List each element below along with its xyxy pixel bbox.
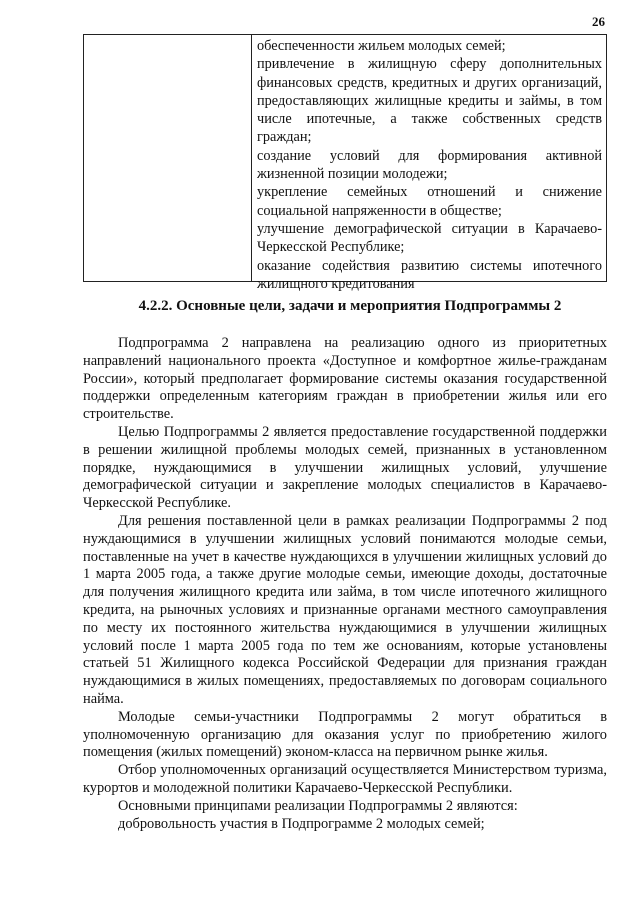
body-paragraph: Молодые семьи-участники Подпрограммы 2 могут обратиться в уполномоченную организацию для оказания услуг по приобретению жилого помещения (жилых помещений) эконом-класса на первичном рынке жилья.: [83, 708, 607, 761]
page-number: 26: [592, 14, 605, 29]
table-item: создание условий для формирования активной жизненной позиции молодежи;: [257, 147, 602, 183]
table-item: обеспеченности жильем молодых семей;: [257, 38, 506, 54]
body-paragraph: Подпрограмма 2 направлена на реализацию одного из приоритетных направлений национального проекта «Доступное и комфортное жилье-гражданам России», который предполагает формирование системы оказания государственной поддержки определенным категориям граждан в приобретении жилья или его строительстве.: [83, 335, 607, 423]
continuation-table: [83, 34, 607, 292]
table-item: улучшение демографической ситуации в Карачаево-Черкесской Республике;: [257, 220, 602, 256]
table-item: укрепление семейных отношений и снижение социальной напряженности в обществе;: [257, 184, 602, 219]
body-paragraph: Отбор уполномоченных организаций осуществляется Министерством туризма, курортов и молодежной политики Карачаево-Черкесской Республики.: [83, 762, 607, 796]
table-item: оказание содействия развитию системы ипотечного жилищного кредитования: [257, 257, 602, 292]
section-body: [83, 335, 607, 833]
table-item: привлечение в жилищную сферу дополнительных финансовых средств, кредитных и других организаций, предоставляющих жилищные кредиты и займы, в том числе ипотечные, а также собственных средств граждан;: [257, 56, 602, 146]
table-right-cell: [257, 37, 602, 293]
table-column-divider: [251, 35, 252, 281]
section-heading: 4.2.2. Основные цели, задачи и мероприятия Подпрограммы 2: [138, 298, 562, 314]
body-paragraph: Для решения поставленной цели в рамках реализации Подпрограммы 2 под нуждающимися в улучшении жилищных условий понимаются молодые семьи, поставленные на учет в качестве нуждающихся в улучшении жилищных условий до 1 марта 2005 года, а также другие молодые семьи, имеющие доходы, достаточные для получения жилищного кредита или займа, в том числе ипотечного жилищного кредита, на рыночных условиях и признанные органами местного самоуправления по месту их постоянного жительства нуждающимися в улучшении жилищных условий после 1 марта 2005 года по тем же основаниям, которые установлены статьей 51 Жилищного кодекса Российской Федерации для признания граждан нуждающимися в жилых помещениях, предоставляемых по договорам социального найма.: [83, 512, 607, 707]
body-paragraph: Целью Подпрограммы 2 является предоставление государственной поддержки в решении жилищной проблемы молодых семей, признанных в установленном порядке, нуждающимися в улучшении жилищных условий, улучшение демографической ситуации и закрепление молодых специалистов в Карачаево-Черкесской Республике.: [83, 423, 607, 512]
body-paragraph: добровольность участия в Подпрограмме 2 молодых семей;: [118, 815, 485, 832]
body-paragraph: Основными принципами реализации Подпрограммы 2 являются:: [118, 797, 518, 814]
